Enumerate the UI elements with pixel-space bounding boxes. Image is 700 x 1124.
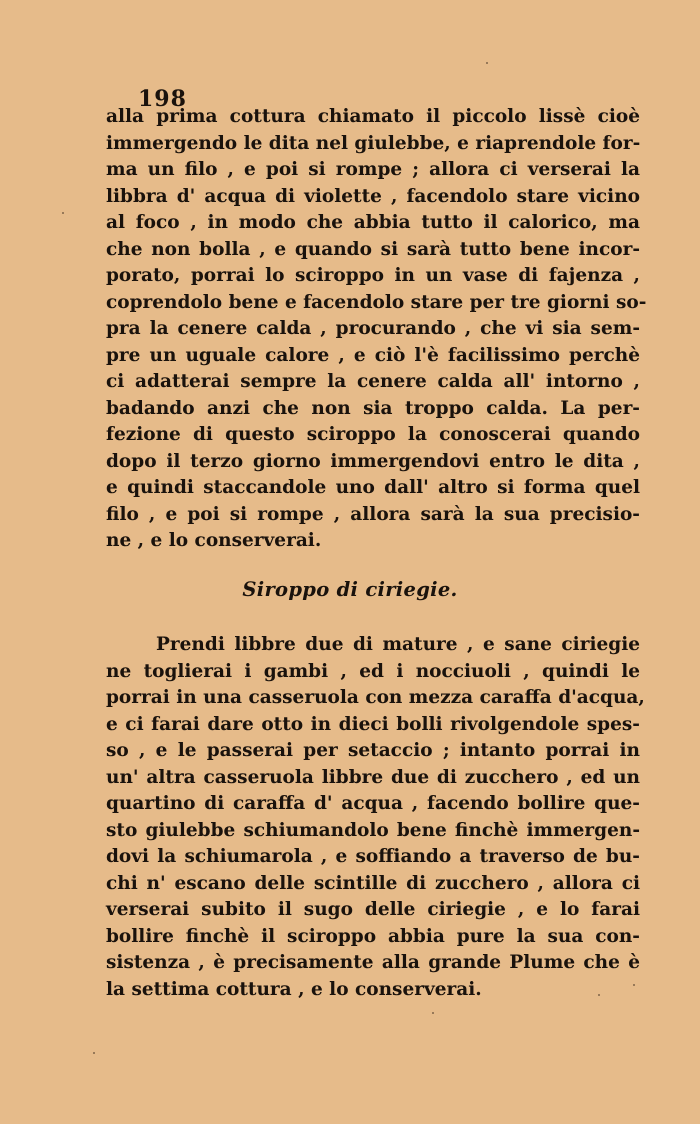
page-number: 198 (138, 86, 187, 112)
text-line: dovi la schiumarola , e soffiando a traverso de bu- (106, 846, 640, 867)
text-line: alla prima cottura chiamato il piccolo lissè cioè (106, 106, 640, 127)
text-line: la settima cottura , e lo conserverai. (106, 978, 482, 1000)
text-line: porrai in una casseruola con mezza caraffa d'acqua, (106, 687, 645, 708)
text-line: quartino di caraffa d' acqua , facendo bollire que- (106, 793, 640, 814)
paper-speck (93, 1052, 95, 1054)
text-line: e quindi staccandole uno dall' altro si forma quel (106, 477, 640, 498)
paper-speck (486, 62, 488, 64)
paper-speck (62, 212, 64, 214)
text-line: ne , e lo conserverai. (106, 530, 322, 551)
text-line: badando anzi che non sia troppo calda. La per- (106, 397, 640, 419)
text-line: un' altra casseruola libbre due di zucchero , ed un (106, 766, 640, 788)
text-line: al foco , in modo che abbia tutto il calorico, ma (106, 212, 640, 233)
text-line: ne toglierai i gambi , ed i nocciuoli , quindi le (106, 660, 640, 682)
text-line: immergendo le dita nel giulebbe, e riaprendole for- (106, 132, 641, 154)
text-line: e ci farai dare otto in dieci bolli rivolgendole spes- (106, 713, 640, 735)
text-line: libbra d' acqua di violette , facendolo stare vicino (106, 185, 640, 207)
text-line: pre un uguale calore , e ciò l'è facilissimo perchè (106, 344, 640, 366)
paper-speck (633, 984, 635, 986)
text-line: chi n' escano delle scintille di zucchero , allora ci (106, 872, 640, 894)
text-line: fezione di questo sciroppo la conoscerai quando (106, 424, 640, 445)
paper-speck (598, 994, 600, 996)
text-line: Prendi libbre due di mature , e sane ciriegie (156, 634, 640, 655)
text-line: verserai subito il sugo delle ciriegie , e lo farai (106, 899, 640, 920)
text-line: porato, porrai lo sciroppo in un vase di fajenza , (106, 265, 640, 286)
text-line: ma un filo , e poi si rompe ; allora ci verserai la (106, 159, 640, 180)
text-line: coprendolo bene e facendolo stare per tre giorni so- (106, 291, 647, 313)
text-line: pra la cenere calda , procurando , che vi sia sem- (106, 318, 640, 339)
text-line: ci adatterai sempre la cenere calda all' intorno , (106, 371, 640, 392)
text-line: filo , e poi si rompe , allora sarà la sua precisio- (106, 503, 640, 525)
text-line: so , e le passerai per setaccio ; intanto porrai in (106, 740, 640, 761)
paragraph-2 (106, 632, 645, 1003)
text-line: sistenza , è precisamente alla grande Plume che è (106, 952, 640, 973)
paragraph-1 (106, 104, 647, 555)
text-line: bollire finchè il sciroppo abbia pure la sua con- (106, 925, 640, 947)
text-line: sto giulebbe schiumandolo bene finchè immergen- (106, 819, 640, 841)
text-line: dopo il terzo giorno immergendovi entro le dita , (106, 450, 640, 472)
text-line: che non bolla , e quando si sarà tutto bene incor- (106, 238, 640, 260)
paper-speck (432, 1012, 434, 1014)
section-heading: Siroppo di ciriegie. (242, 578, 458, 601)
